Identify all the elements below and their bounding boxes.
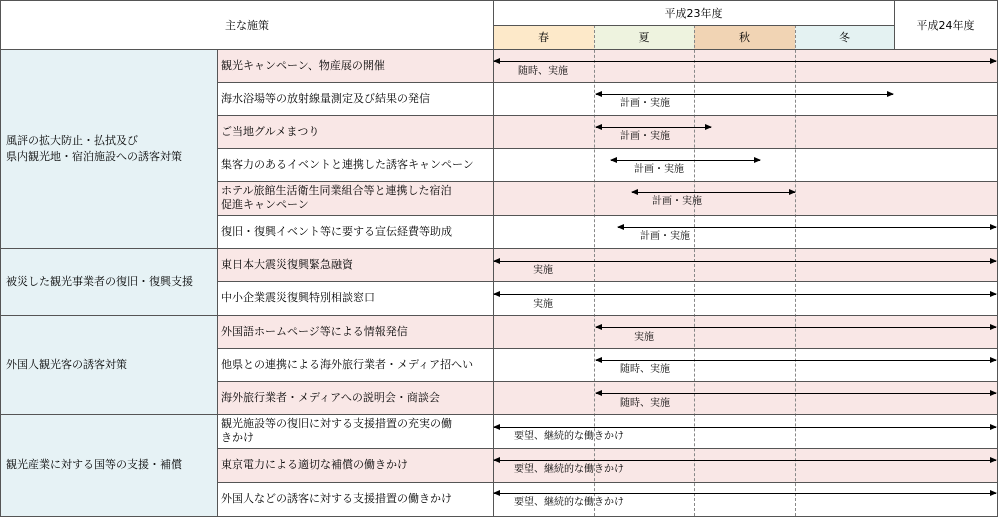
row-item-8-text: 外国語ホームページ等による情報発信 — [221, 324, 408, 338]
row-item-4-text: ホテル旅館生活衛生同業組合等と連携した宿泊 促進キャンペーン — [221, 184, 452, 211]
row-item-10-text: 海外旅行業者・メディアへの説明会・商談会 — [221, 390, 440, 404]
row-item-5 — [217, 215, 998, 248]
timeline-label: 計画・実施 — [620, 98, 670, 109]
header-year2-text: 平成24年度 — [916, 19, 975, 32]
timeline-label: 計画・実施 — [620, 131, 670, 142]
header-year2 — [894, 1, 997, 49]
row-item-3-text: 集客力のあるイベントと連携した誘客キャンペーン — [221, 157, 474, 171]
row-item-6-text: 東日本大震災復興緊急融資 — [221, 257, 353, 271]
row-item-3 — [217, 148, 998, 181]
row-item-9 — [217, 348, 998, 381]
row-item-7 — [217, 281, 998, 315]
timeline-arrow — [494, 427, 996, 428]
timeline-arrow — [618, 227, 996, 228]
season-summer-text: 夏 — [638, 31, 650, 44]
row-item-11-text: 観光施設等の復旧に対する支援措置の充実の働 きかけ — [221, 417, 452, 444]
timeline-label: 随時、実施 — [620, 364, 670, 375]
category-national-support-text: 観光産業に対する国等の支援・補償 — [6, 458, 182, 471]
season-divider — [795, 25, 796, 516]
timeline-label: 計画・実施 — [652, 196, 702, 207]
row-item-9-text: 他県との連携による海外旅行業者・メディア招へい — [221, 357, 474, 371]
row-item-2 — [217, 115, 998, 148]
row-item-1-text: 海水浴場等の放射線量測定及び結果の発信 — [221, 91, 430, 105]
season-autumn-text: 秋 — [739, 31, 750, 44]
header-year1-text: 平成23年度 — [664, 7, 723, 20]
timeline-label: 計画・実施 — [640, 231, 690, 242]
season-winter — [795, 25, 894, 49]
header-main-measures — [1, 1, 493, 49]
timeline-arrow — [596, 393, 996, 394]
row-item-1 — [217, 82, 998, 115]
row-item-7-text: 中小企業震災復興特別相談窓口 — [221, 291, 375, 304]
category-foreign-tourists — [1, 315, 217, 414]
timeline-arrow — [494, 493, 996, 494]
timeline-label: 実施 — [634, 332, 654, 343]
category-disaster-support — [1, 248, 217, 315]
timeline-arrow — [596, 94, 893, 95]
season-spring — [493, 25, 594, 49]
timeline-arrow — [494, 294, 996, 295]
season-autumn — [694, 25, 795, 49]
timeline-label: 随時、実施 — [620, 398, 670, 409]
season-summer — [594, 25, 694, 49]
timeline-arrow — [632, 192, 795, 193]
timeline-arrow — [494, 460, 996, 461]
row-item-2-text: ご当地グルメまつり — [221, 124, 320, 138]
header-main-measures-text: 主な施策 — [225, 19, 269, 32]
timeline-label: 実施 — [533, 299, 553, 310]
timeline-label: 要望、継続的な働きかけ — [514, 497, 624, 508]
timeline-arrow — [596, 360, 996, 361]
category-disaster-support-text: 被災した観光事業者の復旧・復興支援 — [6, 274, 193, 288]
row-item-5-text: 復旧・復興イベント等に要する宣伝経費等助成 — [221, 224, 452, 238]
category-reputation-text: 風評の拡大防止・払拭及び 県内観光地・宿泊施設への誘客対策 — [6, 133, 182, 163]
header-year1 — [493, 1, 894, 25]
row-item-8 — [217, 315, 998, 348]
row-item-13-text: 外国人などの誘客に対する支援措置の働きかけ — [221, 492, 452, 505]
timeline-arrow — [494, 261, 996, 262]
row-item-0-text: 観光キャンペーン、物産展の開催 — [221, 58, 385, 72]
timeline-arrow — [596, 127, 711, 128]
timeline-label: 実施 — [533, 265, 553, 276]
timeline-label: 要望、継続的な働きかけ — [514, 431, 624, 442]
category-foreign-tourists-text: 外国人観光客の誘客対策 — [6, 357, 127, 371]
timeline-arrow — [596, 327, 996, 328]
row-item-10 — [217, 381, 998, 414]
timeline-label: 計画・実施 — [634, 164, 684, 175]
row-item-12-text: 東京電力による適切な補償の働きかけ — [221, 458, 408, 471]
category-national-support — [1, 414, 217, 516]
row-item-6 — [217, 248, 998, 281]
timeline-label: 随時、実施 — [518, 66, 568, 77]
timeline-arrow — [611, 160, 760, 161]
category-reputation — [1, 49, 217, 248]
season-divider — [694, 25, 695, 516]
timeline-label: 要望、継続的な働きかけ — [514, 464, 624, 475]
timeline-arrow — [494, 61, 996, 62]
row-item-4 — [217, 181, 998, 215]
season-spring-text: 春 — [538, 31, 549, 44]
row-item-0 — [217, 49, 998, 82]
season-winter-text: 冬 — [839, 31, 850, 44]
